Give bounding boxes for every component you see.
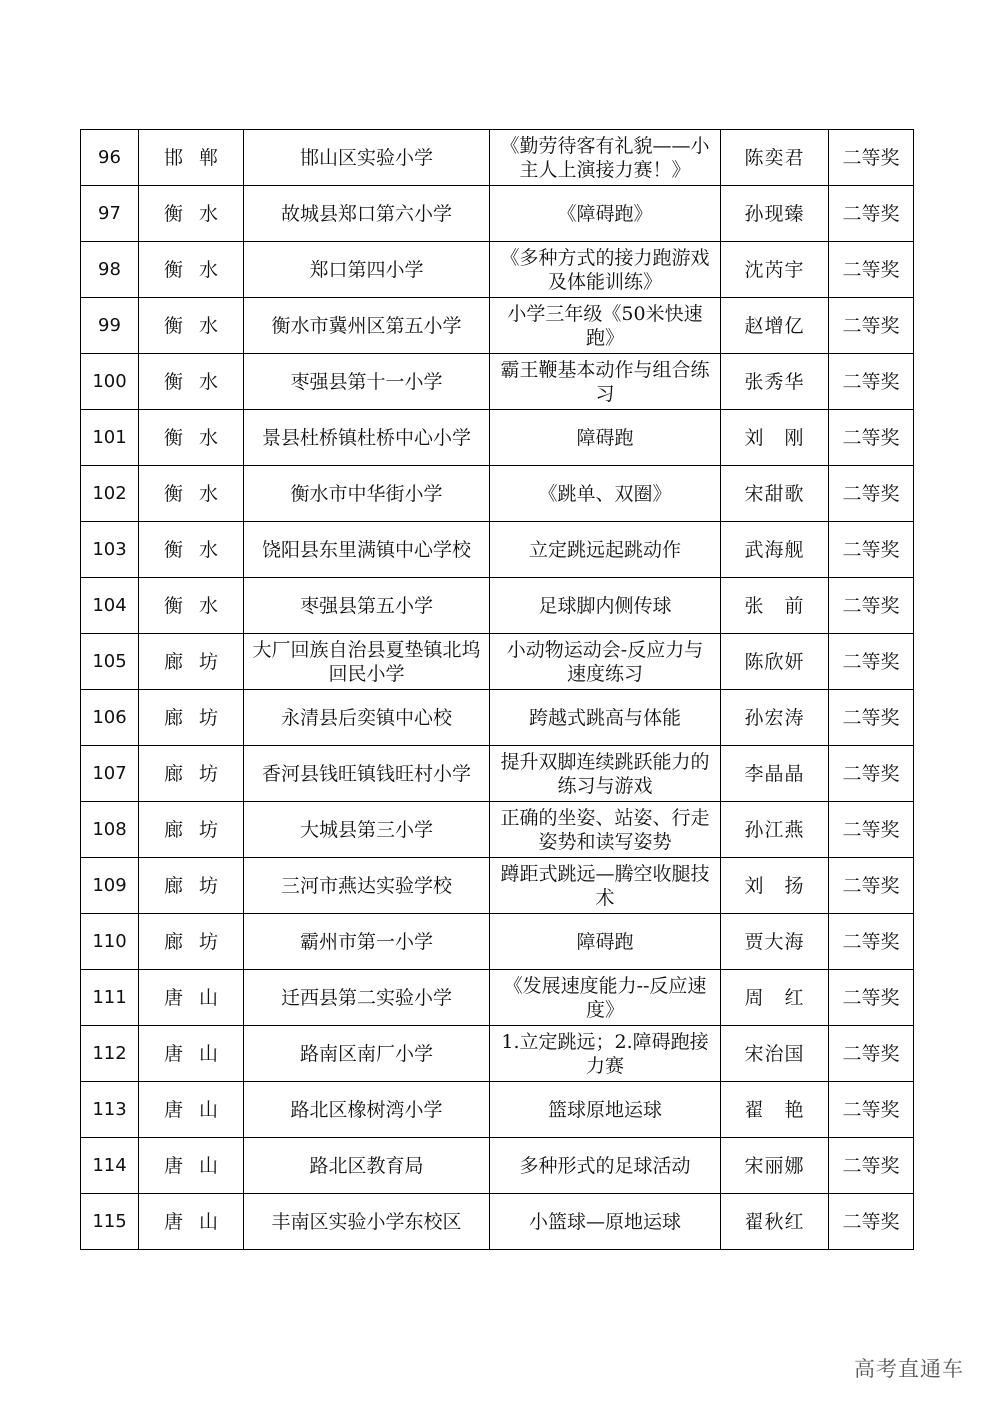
cell-school: 路南区南厂小学	[244, 1026, 490, 1082]
cell-city: 衡水	[139, 186, 244, 242]
cell-school: 故城县郑口第六小学	[244, 186, 490, 242]
cell-school: 大城县第三小学	[244, 802, 490, 858]
cell-city: 衡水	[139, 466, 244, 522]
cell-school: 路北区橡树湾小学	[244, 1082, 490, 1138]
cell-award: 二等奖	[829, 466, 914, 522]
cell-number: 96	[81, 130, 139, 186]
cell-number: 107	[81, 746, 139, 802]
cell-number: 101	[81, 410, 139, 466]
cell-school: 枣强县第十一小学	[244, 354, 490, 410]
cell-topic: 《勤劳待客有礼貌——小主人上演接力赛！》	[490, 130, 721, 186]
cell-teacher: 张 前	[721, 578, 829, 634]
cell-city: 衡水	[139, 242, 244, 298]
cell-topic: 蹲距式跳远—腾空收腿技术	[490, 858, 721, 914]
cell-city: 邯郸	[139, 130, 244, 186]
table-row	[81, 354, 914, 410]
table-row	[81, 858, 914, 914]
cell-topic: 篮球原地运球	[490, 1082, 721, 1138]
cell-award: 二等奖	[829, 578, 914, 634]
cell-school: 迁西县第二实验小学	[244, 970, 490, 1026]
cell-teacher: 陈奕君	[721, 130, 829, 186]
cell-teacher: 宋甜歌	[721, 466, 829, 522]
cell-topic: 提升双脚连续跳跃能力的练习与游戏	[490, 746, 721, 802]
table-row	[81, 634, 914, 690]
cell-school: 路北区教育局	[244, 1138, 490, 1194]
cell-teacher: 周 红	[721, 970, 829, 1026]
watermark-text: 高考直通车	[854, 1357, 964, 1381]
cell-teacher: 沈芮宇	[721, 242, 829, 298]
cell-city: 衡水	[139, 410, 244, 466]
cell-topic: 多种形式的足球活动	[490, 1138, 721, 1194]
cell-number: 98	[81, 242, 139, 298]
cell-number: 110	[81, 914, 139, 970]
cell-number: 113	[81, 1082, 139, 1138]
cell-number: 114	[81, 1138, 139, 1194]
cell-award: 二等奖	[829, 1138, 914, 1194]
cell-city: 廊坊	[139, 802, 244, 858]
cell-award: 二等奖	[829, 242, 914, 298]
cell-city: 廊坊	[139, 634, 244, 690]
cell-award: 二等奖	[829, 130, 914, 186]
table-row	[81, 914, 914, 970]
award-table	[80, 129, 914, 1250]
cell-city: 廊坊	[139, 746, 244, 802]
cell-number: 104	[81, 578, 139, 634]
cell-city: 唐山	[139, 1026, 244, 1082]
cell-city: 衡水	[139, 298, 244, 354]
cell-topic: 霸王鞭基本动作与组合练习	[490, 354, 721, 410]
cell-award: 二等奖	[829, 1026, 914, 1082]
cell-school: 永清县后奕镇中心校	[244, 690, 490, 746]
cell-number: 100	[81, 354, 139, 410]
cell-award: 二等奖	[829, 634, 914, 690]
cell-city: 廊坊	[139, 858, 244, 914]
cell-number: 111	[81, 970, 139, 1026]
cell-topic: 小学三年级《50米快速跑》	[490, 298, 721, 354]
cell-number: 103	[81, 522, 139, 578]
cell-award: 二等奖	[829, 1194, 914, 1250]
cell-school: 郑口第四小学	[244, 242, 490, 298]
cell-number: 115	[81, 1194, 139, 1250]
cell-number: 105	[81, 634, 139, 690]
cell-award: 二等奖	[829, 802, 914, 858]
table-row	[81, 298, 914, 354]
cell-teacher: 宋治国	[721, 1026, 829, 1082]
cell-teacher: 张秀华	[721, 354, 829, 410]
cell-teacher: 武海舰	[721, 522, 829, 578]
cell-teacher: 孙现臻	[721, 186, 829, 242]
table-row	[81, 1194, 914, 1250]
cell-number: 102	[81, 466, 139, 522]
cell-topic: 1.立定跳远；2.障碍跑接力赛	[490, 1026, 721, 1082]
cell-award: 二等奖	[829, 746, 914, 802]
table-row	[81, 130, 914, 186]
cell-number: 99	[81, 298, 139, 354]
cell-topic: 跨越式跳高与体能	[490, 690, 721, 746]
cell-teacher: 宋丽娜	[721, 1138, 829, 1194]
cell-number: 112	[81, 1026, 139, 1082]
cell-teacher: 李晶晶	[721, 746, 829, 802]
cell-award: 二等奖	[829, 1082, 914, 1138]
cell-topic: 《跳单、双圈》	[490, 466, 721, 522]
table-row	[81, 970, 914, 1026]
cell-award: 二等奖	[829, 690, 914, 746]
cell-topic: 小篮球—原地运球	[490, 1194, 721, 1250]
cell-award: 二等奖	[829, 914, 914, 970]
cell-award: 二等奖	[829, 410, 914, 466]
cell-city: 廊坊	[139, 690, 244, 746]
cell-topic: 障碍跑	[490, 410, 721, 466]
cell-teacher: 翟 艳	[721, 1082, 829, 1138]
cell-topic: 《多种方式的接力跑游戏及体能训练》	[490, 242, 721, 298]
table-row	[81, 802, 914, 858]
cell-city: 唐山	[139, 1194, 244, 1250]
cell-teacher: 赵增亿	[721, 298, 829, 354]
cell-city: 廊坊	[139, 914, 244, 970]
table-row	[81, 242, 914, 298]
cell-topic: 《障碍跑》	[490, 186, 721, 242]
cell-teacher: 孙江燕	[721, 802, 829, 858]
cell-city: 唐山	[139, 1138, 244, 1194]
cell-teacher: 孙宏涛	[721, 690, 829, 746]
cell-award: 二等奖	[829, 186, 914, 242]
cell-city: 衡水	[139, 578, 244, 634]
cell-teacher: 贾大海	[721, 914, 829, 970]
cell-school: 衡水市中华街小学	[244, 466, 490, 522]
table-row	[81, 578, 914, 634]
cell-number: 106	[81, 690, 139, 746]
cell-number: 108	[81, 802, 139, 858]
table-row	[81, 1138, 914, 1194]
cell-city: 唐山	[139, 1082, 244, 1138]
cell-school: 枣强县第五小学	[244, 578, 490, 634]
table-row	[81, 522, 914, 578]
cell-topic: 《发展速度能力--反应速度》	[490, 970, 721, 1026]
table-row	[81, 410, 914, 466]
cell-award: 二等奖	[829, 354, 914, 410]
cell-award: 二等奖	[829, 970, 914, 1026]
cell-award: 二等奖	[829, 858, 914, 914]
cell-topic: 足球脚内侧传球	[490, 578, 721, 634]
cell-school: 大厂回族自治县夏垫镇北坞回民小学	[244, 634, 490, 690]
cell-school: 香河县钱旺镇钱旺村小学	[244, 746, 490, 802]
cell-school: 饶阳县东里满镇中心学校	[244, 522, 490, 578]
cell-topic: 障碍跑	[490, 914, 721, 970]
cell-number: 97	[81, 186, 139, 242]
cell-topic: 正确的坐姿、站姿、行走姿势和读写姿势	[490, 802, 721, 858]
cell-school: 霸州市第一小学	[244, 914, 490, 970]
cell-teacher: 刘 扬	[721, 858, 829, 914]
table-body	[81, 130, 914, 1250]
cell-award: 二等奖	[829, 522, 914, 578]
cell-award: 二等奖	[829, 298, 914, 354]
cell-topic: 立定跳远起跳动作	[490, 522, 721, 578]
table-row	[81, 746, 914, 802]
cell-topic: 小动物运动会-反应力与速度练习	[490, 634, 721, 690]
table-row	[81, 466, 914, 522]
cell-school: 邯山区实验小学	[244, 130, 490, 186]
cell-number: 109	[81, 858, 139, 914]
table-row	[81, 186, 914, 242]
cell-school: 丰南区实验小学东校区	[244, 1194, 490, 1250]
table-row	[81, 1026, 914, 1082]
cell-teacher: 翟秋红	[721, 1194, 829, 1250]
cell-teacher: 刘 刚	[721, 410, 829, 466]
table-row	[81, 690, 914, 746]
table-row	[81, 1082, 914, 1138]
cell-teacher: 陈欣妍	[721, 634, 829, 690]
cell-city: 唐山	[139, 970, 244, 1026]
cell-school: 衡水市冀州区第五小学	[244, 298, 490, 354]
cell-school: 景县杜桥镇杜桥中心小学	[244, 410, 490, 466]
cell-school: 三河市燕达实验学校	[244, 858, 490, 914]
cell-city: 衡水	[139, 354, 244, 410]
cell-city: 衡水	[139, 522, 244, 578]
